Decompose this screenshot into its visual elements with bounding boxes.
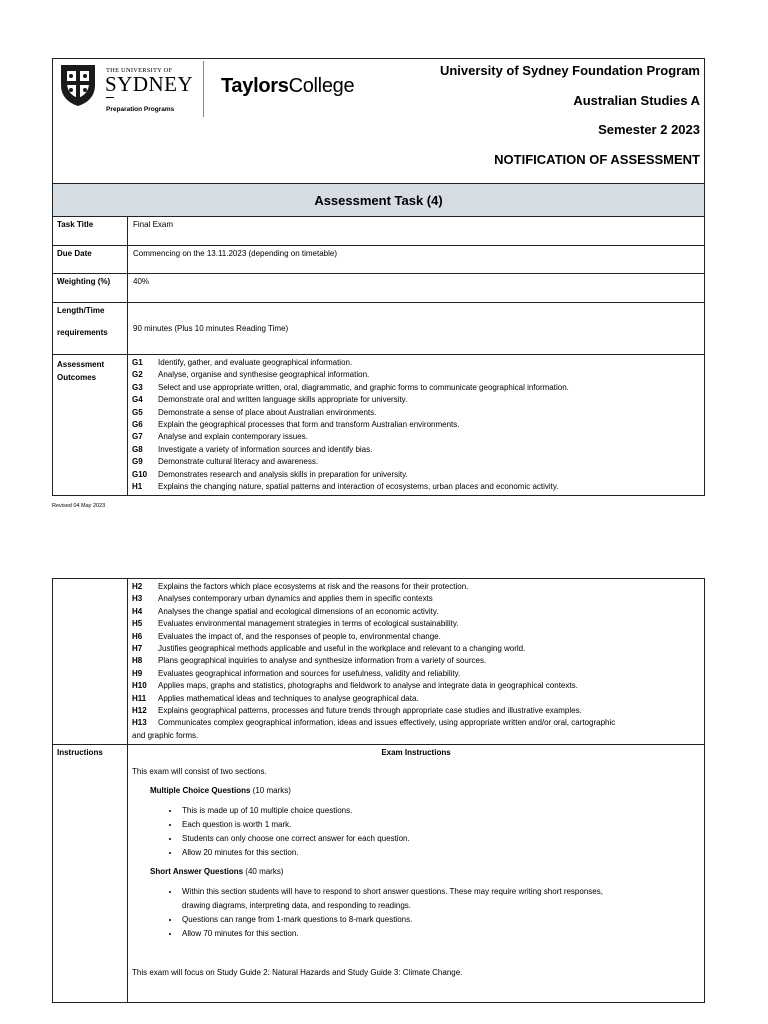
logo-separator [203,61,204,117]
college-logo-regular: College [288,75,355,97]
outcome-item: H13 Communicates complex geographical information, ideas and issues effectively, using appropriate written and/or oral, cartographic [132,718,616,728]
outcome-item: H2 Explains the factors which place ecosystems at risk and the reasons for their protection. [132,582,469,591]
semester: Semester 2 2023 [598,122,700,137]
task-title-label: Task Title [53,217,128,246]
assessment-table-page1 [52,58,705,496]
list-item: • Allow 20 minutes for this section. [180,846,700,860]
task-heading: Assessment Task (4) [53,184,705,217]
exam-focus-note: This exam will focus on Study Guide 2: Natural Hazards and Study Guide 3: Climate Change. [132,968,463,978]
list-item: • This is made up of 10 multiple choice questions. [180,804,700,818]
outcome-item: G10 Demonstrates research and analysis skills in preparation for university. [132,469,408,479]
subject-name: Australian Studies A [573,93,700,108]
outcome-item: H1 Explains the changing nature, spatial patterns and interaction of ecosystems, urban places and economic activity. [132,482,559,492]
task-title-value: Final Exam [128,217,705,246]
due-date-value: Commencing on the 13.11.2023 (depending on timetable) [128,246,705,274]
outcome-item: H12 Explains geographical patterns, processes and future trends through appropriate case studies and illustrative examples. [132,706,582,716]
outcome-item: H4 Analyses the change spatial and ecological dimensions of an economic activity. [132,606,439,616]
outcome-item: H5 Evaluates environmental management strategies in terms of ecological sustainability. [132,619,459,629]
outcomes-label-line2: Outcomes [57,373,97,382]
outcomes-list-page1 [128,355,705,496]
outcome-item: G2 Analyse, organise and synthesise geographical information. [132,370,370,380]
outcome-item: G6 Explain the geographical processes that form and transform Australian environments. [132,420,460,430]
outcome-item: G5 Demonstrate a sense of place about Australian environments. [132,407,377,417]
list-item: • Each question is worth 1 mark. [180,818,700,832]
university-crest-logo [59,63,97,107]
outcome-h13-continuation: and graphic forms. [132,730,199,740]
program-name: University of Sydney Foundation Program [439,63,700,78]
list-item: • Students can only choose one correct answer for each question. [180,832,700,846]
outcome-item: H10 Applies maps, graphs and statistics, photographs and fieldwork to analyse and integrate data in geographical contexts. [132,681,578,691]
outcome-item: H6 Evaluates the impact of, and the responses of people to, environmental change. [132,631,441,641]
length-time-label [53,303,128,355]
instructions-label: Instructions [53,745,128,1003]
outcome-item: G1 Identify, gather, and evaluate geographical information. [132,358,353,367]
list-item: • Within this section students will have to respond to short answer questions. These may require writing short responses, drawing diagrams, interpreting data, and responding to readings. [180,885,700,913]
outcome-item: H7 Justifies geographical methods applicable and useful in the workplace and relevant to a changing world. [132,644,526,654]
outcome-item: H9 Evaluates geographical information and sources for usefulness, validity and reliability. [132,668,461,678]
document-header [53,59,705,184]
taylors-logo-bold: Taylors [221,75,289,97]
outcome-item: G4 Demonstrate oral and written language skills appropriate for university. [132,395,408,405]
university-name-small: THE UNIVERSITY OF [106,67,173,74]
outcomes-list-page2 [128,579,705,745]
exam-intro: This exam will consist of two sections. [132,767,267,777]
outcome-item: H11 Applies mathematical ideas and techniques to analyse geographical data. [132,693,419,703]
exam-instructions-heading: Exam Instructions [381,748,451,758]
list-item: • Questions can range from 1-mark questions to 8-mark questions. [180,913,700,927]
outcome-item: H3 Analyses contemporary urban dynamics and applies them in specific contexts [132,594,433,604]
length-time-label-line2: requirements [57,328,108,337]
outcomes-continuation-label [53,579,128,745]
due-date-label: Due Date [53,246,128,274]
notification-title: NOTIFICATION OF ASSESSMENT [494,152,700,167]
assessment-table-page2 [52,578,705,1003]
logo-divider-dash [106,97,114,98]
outcome-item: G9 Demonstrate cultural literacy and awareness. [132,457,319,467]
saq-bullet-list [132,885,700,941]
revised-date: Revised 04 May 2023 [52,503,106,509]
mcq-section-title: Multiple Choice Questions (10 marks) [150,786,291,796]
outcome-item: G8 Investigate a variety of information sources and identify bias. [132,444,373,454]
weighting-value: 40% [128,274,705,303]
preparation-programs-label: Preparation Programs [106,106,175,113]
list-item: • Allow 70 minutes for this section. [180,927,700,941]
outcome-item: G7 Analyse and explain contemporary issues. [132,432,308,442]
instructions-content [128,745,705,1003]
outcomes-label [53,355,128,496]
weighting-label: Weighting (%) [53,274,128,303]
outcomes-label-line1: Assessment [57,360,105,369]
university-name: SYDNEY [105,72,194,96]
length-time-value: 90 minutes (Plus 10 minutes Reading Time) [128,303,705,355]
mcq-bullet-list [132,804,700,860]
length-time-label-line1: Length/Time [57,306,105,315]
outcome-item: G3 Select and use appropriate written, oral, diagrammatic, and graphic forms to communicate geographical information. [132,382,569,392]
outcome-item: H8 Plans geographical inquiries to analyse and synthesize information from a variety of sources. [132,656,487,666]
taylors-college-logo [221,75,354,98]
header-info [440,63,700,167]
saq-section-title: Short Answer Questions (40 marks) [150,867,284,877]
